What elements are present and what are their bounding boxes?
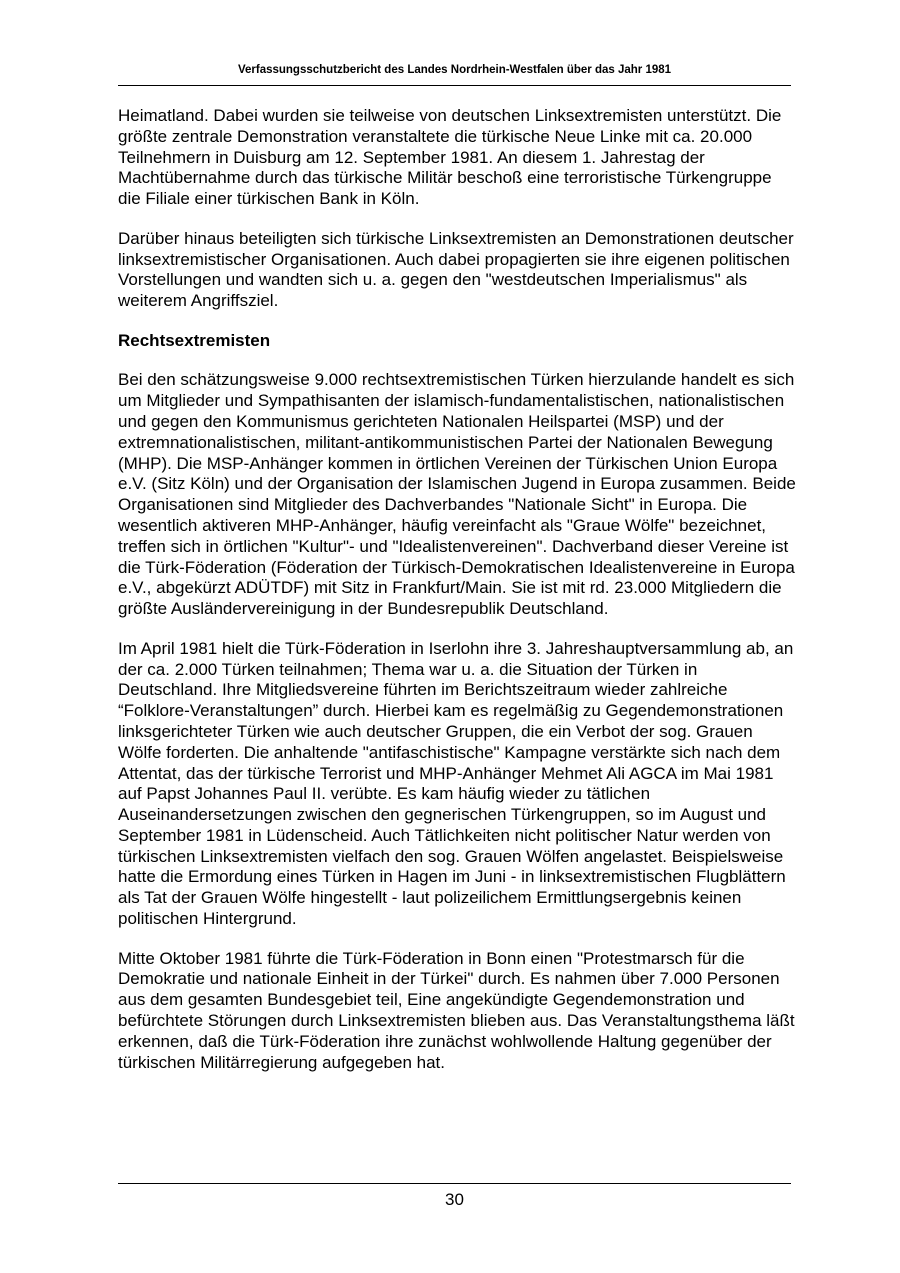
footer-divider [118, 1183, 791, 1184]
document-body [118, 106, 798, 1092]
header-divider [118, 85, 791, 86]
paragraph-4: Im April 1981 hielt die Türk-Föderation in Iserlohn ihre 3. Jahreshauptversammlung ab, an der ca. 2.000 Türken teilnahmen; Thema war u. a. die Situation der Türken in Deutschland. Ihre Mitgliedsvereine führten im Berichtszeitraum wieder zahlreiche “Folklore-Veranstaltungen” durch. Hierbei kam es regelmäßig zu Gegendemonstrationen linksgerichteter Türken wie auch deutscher Gruppen, die ein Verbot der sog. Grauen Wölfe forderten. Die anhaltende "antifaschistische" Kampagne verstärkte sich nach dem Attentat, das der türkische Terrorist und MHP-Anhänger Mehmet Ali AGCA im Mai 1981 auf Papst Johannes Paul II. verübte. Es kam häufig wieder zu tätlichen Auseinandersetzungen zwischen den gegnerischen Türkengruppen, so im August und September 1981 in Lüdenscheid. Auch Tätlichkeiten nicht politischer Natur werden von türkischen Linksextremisten vielfach den sog. Grauen Wölfen angelastet. Beispielsweise hatte die Ermordung eines Türken in Hagen im Juni - in linksextremistischen Flugblättern als Tat der Grauen Wölfe hingestellt - laut polizeilichem Ermittlungsergebnis keinen politischen Hintergrund. [118, 638, 794, 929]
section-heading: Rechtsextremisten [118, 330, 271, 350]
paragraph-1: Heimatland. Dabei wurden sie teilweise von deutschen Linksextremisten unterstützt. Die größte zentrale Demonstration veranstaltete die türkische Neue Linke mit ca. 20.000 Teilnehmern in Duisburg am 12. September 1981. An diesem 1. Jahrestag der Machtübernahme durch das türkische Militär beschoß eine terroristische Türkengruppe die Filiale einer türkischen Bank in Köln. [118, 106, 782, 209]
page-number: 30 [445, 1190, 464, 1209]
paragraph-3: Bei den schätzungsweise 9.000 rechtsextremistischen Türken hierzulande handelt es sich um Mitglieder und Sympathisanten der islamisch-fundamentalistischen, nationalistischen und gegen den Kommunismus gerichteten Nationalen Heilspartei (MSP) und der extremnationalistischen, militant-antikommunistischen Partei der Nationalen Bewegung (MHP). Die MSP-Anhänger kommen in örtlichen Vereinen der Türkischen Union Europa e.V. (Sitz Köln) und der Organisation der Islamischen Jugend in Europa zusammen. Beide Organisationen sind Mitglieder des Dachverbandes "Nationale Sicht" in Europa. Die wesentlich aktiveren MHP-Anhänger, häufig vereinfacht als "Graue Wölfe" bezeichnet, treffen sich in örtlichen "Kultur"- und "Idealistenvereinen". Dachverband dieser Vereine ist die Türk-Föderation (Föderation der Türkisch-Demokratischen Idealistenvereine in Europa e.V., abgekürzt ADÜTDF) mit Sitz in Frankfurt/Main. Sie ist mit rd. 23.000 Mitgliedern die größte Ausländervereinigung in der Bundesrepublik Deutschland. [118, 370, 796, 619]
paragraph-2: Darüber hinaus beteiligten sich türkische Linksextremisten an Demonstrationen deutscher linksextremistischer Organisationen. Auch dabei propagierten sie ihre eigenen politischen Vorstellungen und wandten sich u. a. gegen den "westdeutschen Imperialismus" als weiterem Angriffsziel. [118, 228, 794, 311]
running-header: Verfassungsschutzbericht des Landes Nordrhein-Westfalen über das Jahr 1981 [237, 64, 672, 76]
paragraph-5: Mitte Oktober 1981 führte die Türk-Föderation in Bonn einen "Protestmarsch für die Demokratie und nationale Einheit in der Türkei" durch. Es nahmen über 7.000 Personen aus dem gesamten Bundesgebiet teil, Eine angekündigte Gegendemonstration und befürchtete Störungen durch Linksextremisten blieben aus. Das Veranstaltungsthema läßt erkennen, daß die Türk-Föderation ihre zunächst wohlwollende Haltung gegenüber der türkischen Militärregierung aufgegeben hat. [118, 948, 795, 1072]
